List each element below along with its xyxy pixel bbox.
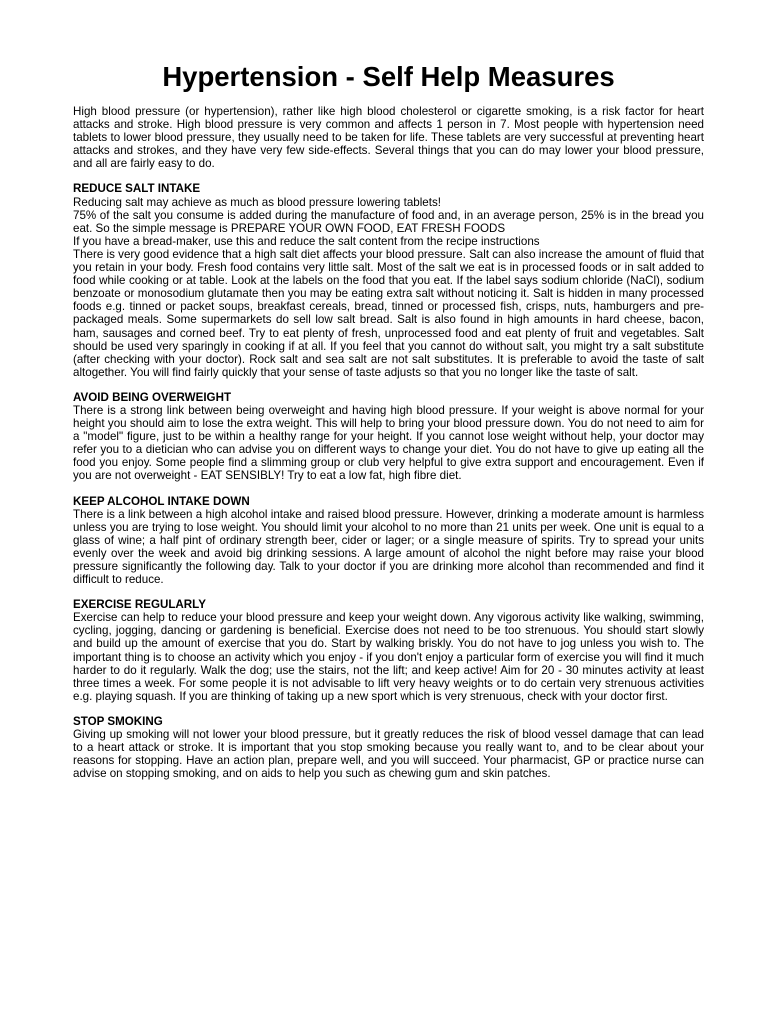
section-paragraph: Exercise can help to reduce your blood pressure and keep your weight down. Any vigorous activity like walking, swimming, cycling, jogging, dancing or gardening is beneficial. Exercise does not need to be too strenuous. You should start slowly and build up the amount of exercise that you do. Start by walking briskly. You do not have to jog unless you wish to. The important thing is to choose an activity which you enjoy - if you don't enjoy a particular form of exercise you will find it much harder to do it regularly. Walk the dog; use the stairs, not the lift; and keep active! Aim for 20 - 30 minutes activity at least three times a week. For some people it is not advisable to lift very heavy weights or to do certain very strenuous activities e.g. playing squash. If you are thinking of taking up a new sport which is very strenuous, check with your doctor first. [73, 611, 704, 703]
section-paragraph: There is a strong link between being overweight and having high blood pressure. If your weight is above normal for your height you should aim to lose the extra weight. This will help to bring your blood pressure down. You do not need to aim for a "model" figure, just to be within a healthy range for your height. If you cannot lose weight without help, your doctor may refer you to a dietician who can advise you on different ways to change your diet. You do not have to give up eating all the food you enjoy. Some people find a slimming group or club very helpful to give extra support and encouragement. Even if you are not overweight - EAT SENSIBLY! Try to eat a low fat, high fibre diet. [73, 403, 704, 483]
section-paragraph: There is a link between a high alcohol intake and raised blood pressure. However, drinking a moderate amount is harmless unless you are trying to lose weight. You should limit your alcohol to no more than 21 units per week. One unit is equal to a glass of wine; a half pint of ordinary strength beer, cider or lager; or a single measure of spirits. Try to spread your units evenly over the week and avoid big drinking sessions. A large amount of alcohol the night before may raise your blood pressure significantly the following day. Talk to your doctor if you are drinking more alcohol than recommended and find it difficult to reduce. [73, 507, 704, 587]
section-stop-smoking [73, 715, 704, 780]
section-reduce-salt [73, 182, 704, 378]
section-exercise [73, 598, 704, 703]
section-heading: AVOID BEING OVERWEIGHT [73, 390, 232, 404]
section-avoid-overweight [73, 391, 704, 483]
section-heading: REDUCE SALT INTAKE [73, 182, 201, 196]
intro-paragraph: High blood pressure (or hypertension), rather like high blood cholesterol or cigarette smoking, is a risk factor for heart attacks and stroke. High blood pressure is very common and affects 1 person in 7. Most people with hypertension need tablets to lower blood pressure, they usually need to be taken for life. These tablets are very successful at preventing heart attacks and strokes, and they have very few side-effects. Several things that you can do may lower your blood pressure, and all are fairly easy to do. [73, 105, 704, 171]
section-paragraph: Giving up smoking will not lower your blood pressure, but it greatly reduces the risk of blood vessel damage that can lead to a heart attack or stroke. It is important that you stop smoking because you really want to, and to be clear about your reasons for stopping. Have an action plan, prepare well, and you will succeed. Your pharmacist, GP or practice nurse can advise on stopping smoking, and on aids to help you such as chewing gum and skin patches. [73, 728, 704, 781]
section-heading: EXERCISE REGULARLY [73, 598, 206, 612]
section-paragraph: There is very good evidence that a high salt diet affects your blood pressure. Salt can also increase the amount of fluid that you retain in your body. Fresh food contains very little salt. Most of the salt we eat is in processed foods or in salt added to food while cooking or at table. Look at the labels on the food that you eat. If the label says sodium chloride (NaCl), sodium benzoate or monosodium glutamate then you may be eating extra salt without noticing it. Salt is hidden in many processed foods e.g. tinned or packet soups, breakfast cereals, bread, tinned or processed fish, crisps, nuts, hamburgers and pre-packaged meals. Some supermarkets do sell low salt bread. Salt is also found in high amounts in hard cheese, bacon, ham, sausages and corned beef. Try to eat plenty of fresh, unprocessed food and eat plenty of fruit and vegetables. Salt should be used very sparingly in cooking if at all. If you feel that you cannot do without salt, you might try a salt substitute (after checking with your doctor). Rock salt and sea salt are not salt substitutes. It is preferable to avoid the taste of salt altogether. You will find fairly quickly that your sense of taste adjusts so that you no longer like the taste of salt. [73, 247, 704, 379]
document-title: Hypertension - Self Help Measures [162, 61, 615, 92]
section-alcohol [73, 495, 704, 587]
section-heading: KEEP ALCOHOL INTAKE DOWN [73, 494, 250, 508]
section-paragraph: Reducing salt may achieve as much as blood pressure lowering tablets! [73, 195, 441, 209]
section-paragraph: 75% of the salt you consume is added during the manufacture of food and, in an average person, 25% is in the bread you eat. So the simple message is PREPARE YOUR OWN FOOD, EAT FRESH FOODS [73, 208, 704, 235]
section-heading: STOP SMOKING [73, 714, 163, 728]
section-paragraph: If you have a bread-maker, use this and reduce the salt content from the recipe instructions [73, 234, 540, 248]
